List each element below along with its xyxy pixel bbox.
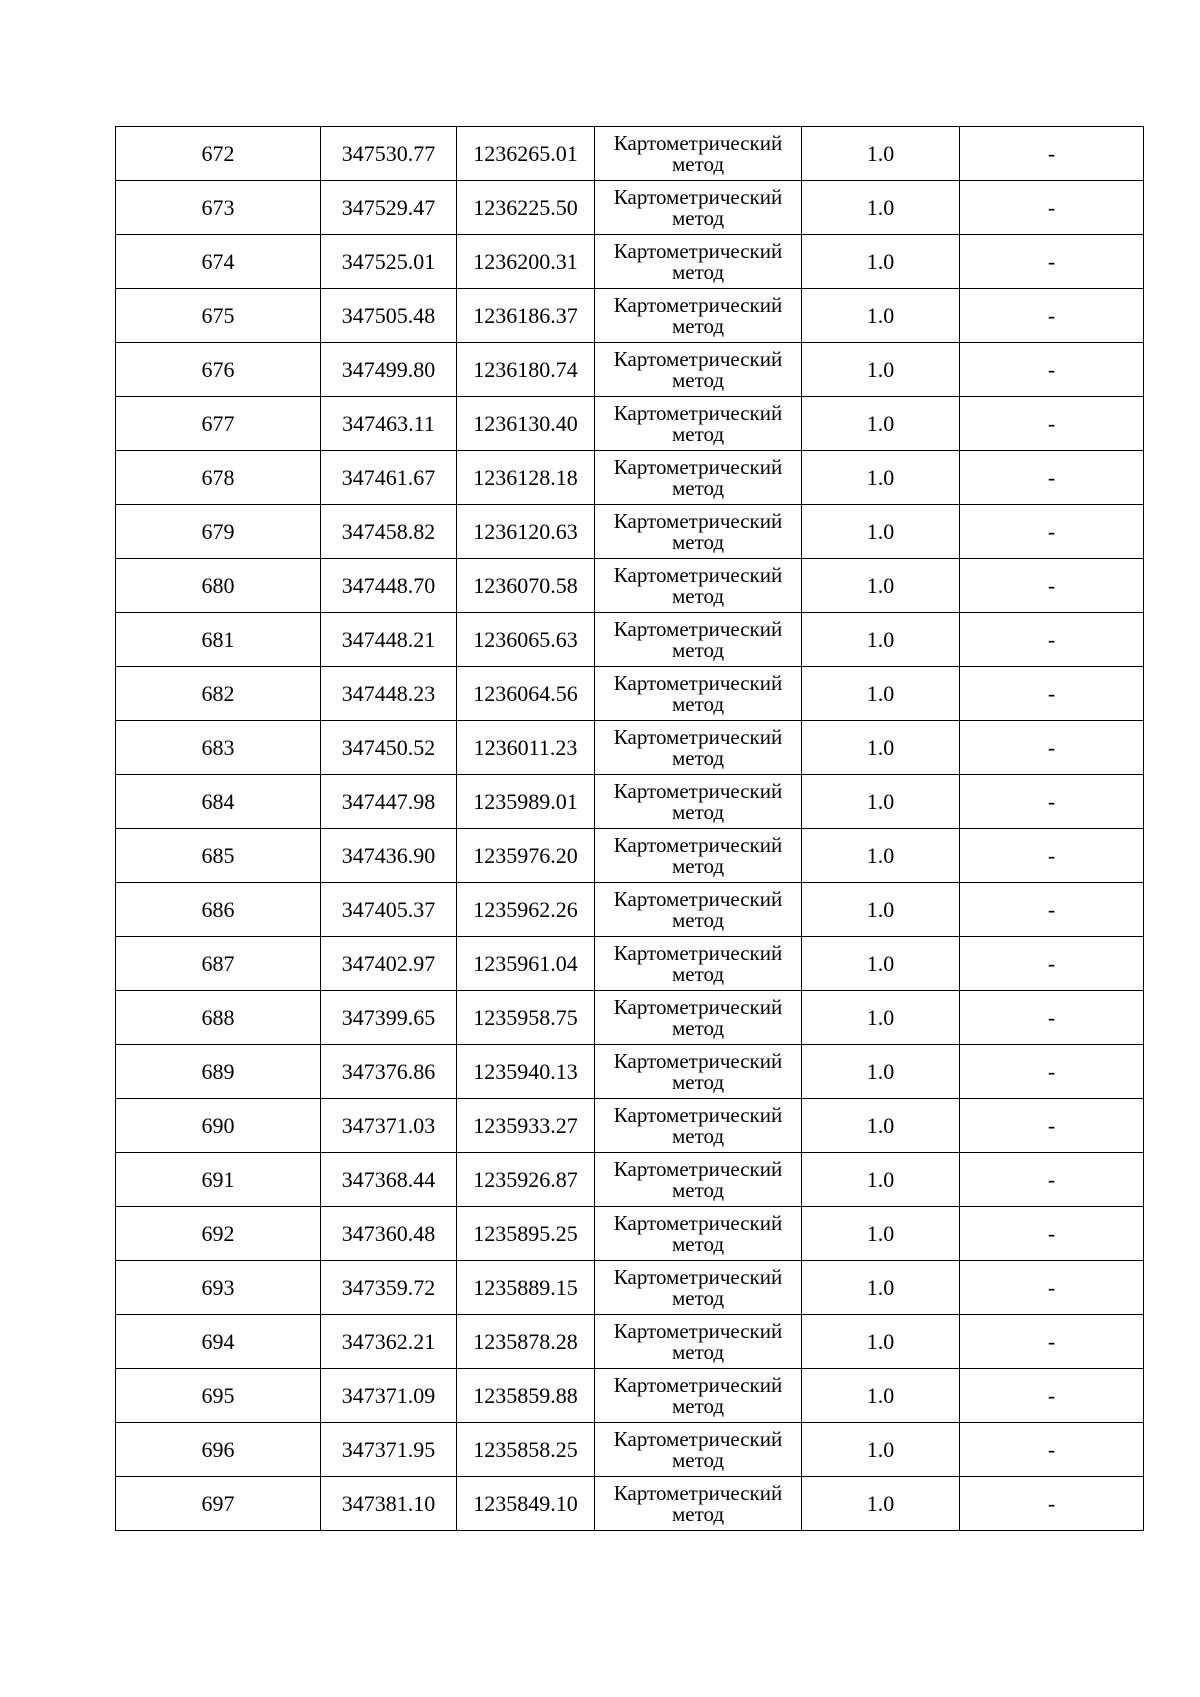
method-line-1: Картометрический xyxy=(613,940,783,965)
accuracy-cell: 1.0 xyxy=(802,1261,960,1315)
table-row xyxy=(116,1261,1144,1315)
method-line-1: Картометрический xyxy=(613,1264,783,1289)
method-line-2: метод xyxy=(671,1015,725,1040)
point-number-cell: 693 xyxy=(116,1261,321,1315)
coordinate-y-cell: 1235958.75 xyxy=(457,991,595,1045)
accuracy-cell: 1.0 xyxy=(802,127,960,181)
note-cell: - xyxy=(960,667,1144,721)
method-cell xyxy=(595,1477,802,1531)
coordinate-y-cell: 1236128.18 xyxy=(457,451,595,505)
coordinate-x-cell: 347463.11 xyxy=(321,397,457,451)
table-row xyxy=(116,1099,1144,1153)
coordinate-y-cell: 1235849.10 xyxy=(457,1477,595,1531)
point-number-cell: 679 xyxy=(116,505,321,559)
method-line-2: метод xyxy=(671,475,725,500)
table-row xyxy=(116,505,1144,559)
method-line-1: Картометрический xyxy=(613,724,783,749)
accuracy-cell: 1.0 xyxy=(802,1045,960,1099)
method-line-2: метод xyxy=(671,583,725,608)
method-cell xyxy=(595,451,802,505)
note-cell: - xyxy=(960,1477,1144,1531)
method-line-2: метод xyxy=(671,1285,725,1310)
coordinate-x-cell: 347525.01 xyxy=(321,235,457,289)
accuracy-cell: 1.0 xyxy=(802,1207,960,1261)
table-row xyxy=(116,721,1144,775)
method-cell xyxy=(595,1315,802,1369)
coordinate-x-cell: 347399.65 xyxy=(321,991,457,1045)
point-number-cell: 692 xyxy=(116,1207,321,1261)
method-cell xyxy=(595,883,802,937)
coordinate-y-cell: 1236180.74 xyxy=(457,343,595,397)
coordinate-x-cell: 347448.23 xyxy=(321,667,457,721)
coordinate-x-cell: 347461.67 xyxy=(321,451,457,505)
method-line-1: Картометрический xyxy=(613,1156,783,1181)
note-cell: - xyxy=(960,397,1144,451)
method-cell xyxy=(595,829,802,883)
accuracy-cell: 1.0 xyxy=(802,937,960,991)
method-line-2: метод xyxy=(671,151,725,176)
accuracy-cell: 1.0 xyxy=(802,289,960,343)
note-cell: - xyxy=(960,721,1144,775)
method-line-2: метод xyxy=(671,1231,725,1256)
note-cell: - xyxy=(960,1207,1144,1261)
table-row xyxy=(116,1207,1144,1261)
coordinate-y-cell: 1236070.58 xyxy=(457,559,595,613)
point-number-cell: 685 xyxy=(116,829,321,883)
method-cell xyxy=(595,1045,802,1099)
note-cell: - xyxy=(960,127,1144,181)
coordinate-y-cell: 1236265.01 xyxy=(457,127,595,181)
table-row xyxy=(116,1153,1144,1207)
table-row xyxy=(116,289,1144,343)
note-cell: - xyxy=(960,505,1144,559)
method-line-1: Картометрический xyxy=(613,616,783,641)
method-line-2: метод xyxy=(671,745,725,770)
coordinate-y-cell: 1235961.04 xyxy=(457,937,595,991)
note-cell: - xyxy=(960,181,1144,235)
coordinate-x-cell: 347450.52 xyxy=(321,721,457,775)
point-number-cell: 688 xyxy=(116,991,321,1045)
table-row xyxy=(116,235,1144,289)
method-line-2: метод xyxy=(671,1123,725,1148)
table-row xyxy=(116,613,1144,667)
point-number-cell: 683 xyxy=(116,721,321,775)
method-line-1: Картометрический xyxy=(613,1372,783,1397)
method-line-1: Картометрический xyxy=(613,832,783,857)
accuracy-cell: 1.0 xyxy=(802,181,960,235)
method-line-2: метод xyxy=(671,1393,725,1418)
accuracy-cell: 1.0 xyxy=(802,235,960,289)
point-number-cell: 681 xyxy=(116,613,321,667)
coordinate-y-cell: 1236011.23 xyxy=(457,721,595,775)
coordinate-y-cell: 1235926.87 xyxy=(457,1153,595,1207)
method-line-2: метод xyxy=(671,421,725,446)
method-line-2: метод xyxy=(671,259,725,284)
accuracy-cell: 1.0 xyxy=(802,1369,960,1423)
coordinate-y-cell: 1235940.13 xyxy=(457,1045,595,1099)
accuracy-cell: 1.0 xyxy=(802,775,960,829)
method-line-2: метод xyxy=(671,1447,725,1472)
method-cell xyxy=(595,127,802,181)
point-number-cell: 674 xyxy=(116,235,321,289)
accuracy-cell: 1.0 xyxy=(802,829,960,883)
note-cell: - xyxy=(960,937,1144,991)
table-row xyxy=(116,667,1144,721)
coordinate-x-cell: 347402.97 xyxy=(321,937,457,991)
method-line-1: Картометрический xyxy=(613,886,783,911)
method-cell xyxy=(595,721,802,775)
coordinate-x-cell: 347529.47 xyxy=(321,181,457,235)
method-line-1: Картометрический xyxy=(613,1210,783,1235)
method-cell xyxy=(595,613,802,667)
note-cell: - xyxy=(960,451,1144,505)
coordinate-y-cell: 1235878.28 xyxy=(457,1315,595,1369)
coordinate-y-cell: 1235962.26 xyxy=(457,883,595,937)
method-line-2: метод xyxy=(671,1501,725,1526)
method-line-2: метод xyxy=(671,691,725,716)
note-cell: - xyxy=(960,235,1144,289)
table-row xyxy=(116,937,1144,991)
coordinate-y-cell: 1235895.25 xyxy=(457,1207,595,1261)
note-cell: - xyxy=(960,775,1144,829)
point-number-cell: 682 xyxy=(116,667,321,721)
table-row xyxy=(116,1369,1144,1423)
note-cell: - xyxy=(960,1423,1144,1477)
coordinate-y-cell: 1236065.63 xyxy=(457,613,595,667)
note-cell: - xyxy=(960,1261,1144,1315)
table-row xyxy=(116,343,1144,397)
point-number-cell: 672 xyxy=(116,127,321,181)
method-cell xyxy=(595,937,802,991)
method-line-1: Картометрический xyxy=(613,130,783,155)
method-cell xyxy=(595,775,802,829)
method-line-1: Картометрический xyxy=(613,292,783,317)
method-line-1: Картометрический xyxy=(613,454,783,479)
table-row xyxy=(116,775,1144,829)
point-number-cell: 677 xyxy=(116,397,321,451)
note-cell: - xyxy=(960,829,1144,883)
method-cell xyxy=(595,1153,802,1207)
point-number-cell: 697 xyxy=(116,1477,321,1531)
point-number-cell: 691 xyxy=(116,1153,321,1207)
method-cell xyxy=(595,1099,802,1153)
accuracy-cell: 1.0 xyxy=(802,559,960,613)
method-line-2: метод xyxy=(671,367,725,392)
point-number-cell: 687 xyxy=(116,937,321,991)
note-cell: - xyxy=(960,343,1144,397)
coordinate-y-cell: 1236225.50 xyxy=(457,181,595,235)
coordinate-x-cell: 347458.82 xyxy=(321,505,457,559)
coordinate-y-cell: 1235976.20 xyxy=(457,829,595,883)
note-cell: - xyxy=(960,613,1144,667)
coordinate-x-cell: 347530.77 xyxy=(321,127,457,181)
coordinates-table-body xyxy=(116,127,1144,1531)
point-number-cell: 689 xyxy=(116,1045,321,1099)
method-line-1: Картометрический xyxy=(613,508,783,533)
accuracy-cell: 1.0 xyxy=(802,991,960,1045)
method-cell xyxy=(595,505,802,559)
coordinate-x-cell: 347371.03 xyxy=(321,1099,457,1153)
accuracy-cell: 1.0 xyxy=(802,505,960,559)
accuracy-cell: 1.0 xyxy=(802,451,960,505)
table-row xyxy=(116,1423,1144,1477)
coordinate-x-cell: 347436.90 xyxy=(321,829,457,883)
point-number-cell: 684 xyxy=(116,775,321,829)
method-cell xyxy=(595,991,802,1045)
point-number-cell: 686 xyxy=(116,883,321,937)
method-line-1: Картометрический xyxy=(613,346,783,371)
table-row xyxy=(116,559,1144,613)
note-cell: - xyxy=(960,1099,1144,1153)
method-cell xyxy=(595,181,802,235)
method-cell xyxy=(595,1369,802,1423)
method-line-2: метод xyxy=(671,1339,725,1364)
method-cell xyxy=(595,343,802,397)
method-line-1: Картометрический xyxy=(613,1426,783,1451)
table-row xyxy=(116,829,1144,883)
coordinate-y-cell: 1236200.31 xyxy=(457,235,595,289)
method-cell xyxy=(595,397,802,451)
coordinate-x-cell: 347376.86 xyxy=(321,1045,457,1099)
note-cell: - xyxy=(960,289,1144,343)
method-cell xyxy=(595,1261,802,1315)
table-row xyxy=(116,883,1144,937)
method-cell xyxy=(595,559,802,613)
coordinate-y-cell: 1236186.37 xyxy=(457,289,595,343)
coordinate-y-cell: 1236120.63 xyxy=(457,505,595,559)
method-line-2: метод xyxy=(671,313,725,338)
coordinate-x-cell: 347505.48 xyxy=(321,289,457,343)
note-cell: - xyxy=(960,1369,1144,1423)
point-number-cell: 695 xyxy=(116,1369,321,1423)
table-row xyxy=(116,397,1144,451)
coordinate-y-cell: 1235989.01 xyxy=(457,775,595,829)
accuracy-cell: 1.0 xyxy=(802,1153,960,1207)
accuracy-cell: 1.0 xyxy=(802,883,960,937)
accuracy-cell: 1.0 xyxy=(802,721,960,775)
accuracy-cell: 1.0 xyxy=(802,1423,960,1477)
coordinate-x-cell: 347362.21 xyxy=(321,1315,457,1369)
accuracy-cell: 1.0 xyxy=(802,667,960,721)
method-line-1: Картометрический xyxy=(613,1048,783,1073)
coordinate-x-cell: 347448.70 xyxy=(321,559,457,613)
point-number-cell: 690 xyxy=(116,1099,321,1153)
method-line-2: метод xyxy=(671,205,725,230)
method-cell xyxy=(595,289,802,343)
method-line-2: метод xyxy=(671,637,725,662)
coordinate-y-cell: 1236130.40 xyxy=(457,397,595,451)
coordinate-x-cell: 347381.10 xyxy=(321,1477,457,1531)
accuracy-cell: 1.0 xyxy=(802,397,960,451)
point-number-cell: 675 xyxy=(116,289,321,343)
point-number-cell: 680 xyxy=(116,559,321,613)
coordinate-x-cell: 347405.37 xyxy=(321,883,457,937)
coordinate-x-cell: 347359.72 xyxy=(321,1261,457,1315)
table-row xyxy=(116,1477,1144,1531)
method-line-2: метод xyxy=(671,1177,725,1202)
coordinate-x-cell: 347448.21 xyxy=(321,613,457,667)
coordinate-x-cell: 347371.95 xyxy=(321,1423,457,1477)
method-line-2: метод xyxy=(671,1069,725,1094)
coordinates-table xyxy=(115,126,1144,1531)
coordinate-x-cell: 347371.09 xyxy=(321,1369,457,1423)
note-cell: - xyxy=(960,883,1144,937)
method-line-2: метод xyxy=(671,799,725,824)
coordinate-y-cell: 1235889.15 xyxy=(457,1261,595,1315)
coordinate-y-cell: 1235858.25 xyxy=(457,1423,595,1477)
method-line-1: Картометрический xyxy=(613,1318,783,1343)
method-line-1: Картометрический xyxy=(613,562,783,587)
table-row xyxy=(116,1045,1144,1099)
coordinate-x-cell: 347368.44 xyxy=(321,1153,457,1207)
coordinate-y-cell: 1235933.27 xyxy=(457,1099,595,1153)
table-row xyxy=(116,451,1144,505)
point-number-cell: 696 xyxy=(116,1423,321,1477)
table-row xyxy=(116,1315,1144,1369)
coordinate-x-cell: 347447.98 xyxy=(321,775,457,829)
accuracy-cell: 1.0 xyxy=(802,1477,960,1531)
method-line-1: Картометрический xyxy=(613,400,783,425)
method-line-2: метод xyxy=(671,907,725,932)
method-line-2: метод xyxy=(671,961,725,986)
point-number-cell: 673 xyxy=(116,181,321,235)
point-number-cell: 676 xyxy=(116,343,321,397)
accuracy-cell: 1.0 xyxy=(802,613,960,667)
coordinate-x-cell: 347499.80 xyxy=(321,343,457,397)
point-number-cell: 678 xyxy=(116,451,321,505)
accuracy-cell: 1.0 xyxy=(802,343,960,397)
method-line-1: Картометрический xyxy=(613,1480,783,1505)
note-cell: - xyxy=(960,559,1144,613)
method-cell xyxy=(595,1207,802,1261)
method-line-1: Картометрический xyxy=(613,670,783,695)
table-row xyxy=(116,127,1144,181)
note-cell: - xyxy=(960,1045,1144,1099)
method-line-1: Картометрический xyxy=(613,778,783,803)
table-row xyxy=(116,991,1144,1045)
table-row xyxy=(116,181,1144,235)
accuracy-cell: 1.0 xyxy=(802,1315,960,1369)
method-cell xyxy=(595,667,802,721)
method-line-1: Картометрический xyxy=(613,184,783,209)
method-line-1: Картометрический xyxy=(613,1102,783,1127)
method-line-2: метод xyxy=(671,529,725,554)
method-line-1: Картометрический xyxy=(613,994,783,1019)
method-cell xyxy=(595,1423,802,1477)
coordinate-x-cell: 347360.48 xyxy=(321,1207,457,1261)
accuracy-cell: 1.0 xyxy=(802,1099,960,1153)
coordinate-y-cell: 1236064.56 xyxy=(457,667,595,721)
method-cell xyxy=(595,235,802,289)
point-number-cell: 694 xyxy=(116,1315,321,1369)
method-line-2: метод xyxy=(671,853,725,878)
coordinate-y-cell: 1235859.88 xyxy=(457,1369,595,1423)
note-cell: - xyxy=(960,1153,1144,1207)
note-cell: - xyxy=(960,1315,1144,1369)
note-cell: - xyxy=(960,991,1144,1045)
method-line-1: Картометрический xyxy=(613,238,783,263)
